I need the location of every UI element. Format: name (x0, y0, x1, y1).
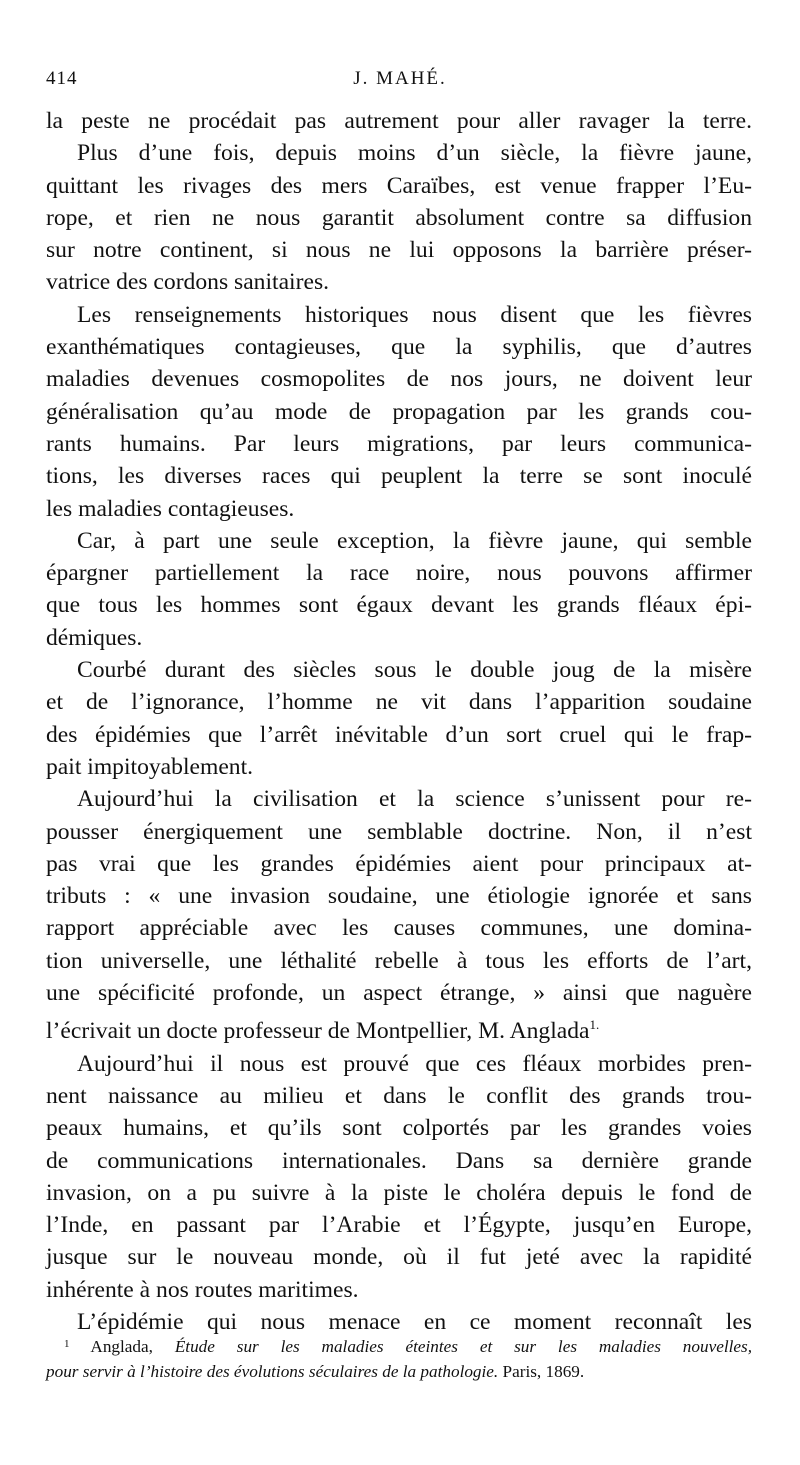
page-number: 414 (46, 68, 78, 89)
text-line: exanthématiques contagieuses, que la syphilis, que d’autres (46, 334, 752, 361)
text-line: la peste ne procédait pas autrement pour aller ravager la terre. (46, 108, 752, 134)
text-line: de communications internationales. Dans sa dernière grande (46, 1147, 752, 1174)
text-line: invasion, on a pu suivre à la piste le choléra depuis le fond de (46, 1179, 752, 1206)
text-line: tions, les diverses races qui peuplent la terre se sont inoculé (46, 463, 752, 490)
text-line: vatrice des cordons sanitaires. (46, 269, 330, 296)
text-line: inhérente à nos routes maritimes. (46, 1276, 359, 1303)
footnote-imprint: Paris, 1869. (502, 1362, 585, 1381)
text-line: et de l’ignorance, l’homme ne vit dans l’apparition soudaine (46, 689, 752, 716)
text-line: jusque sur le nouveau monde, où il fut jeté avec la rapidité (46, 1244, 752, 1271)
text-line: tributs : « une invasion soudaine, une étiologie ignorée et sans (46, 883, 752, 910)
text-line: Les renseignements historiques nous disent que les fièvres (77, 301, 752, 328)
text-line: l’Inde, en passant par l’Arabie et l’Égypte, jusqu’en Europe, (46, 1212, 752, 1239)
footnote (46, 1332, 752, 1384)
text-line: l’écrivait un docte professeur de Montpellier, M. Anglada (46, 1018, 590, 1045)
text-line: quittant les rivages des mers Caraïbes, est venue frapper l’Eu- (46, 172, 752, 199)
text-line: maladies devenues cosmopolites de nos jours, ne doivent leur (46, 366, 752, 393)
text-line: Car, à part une seule exception, la fièvre jaune, qui semble (77, 527, 752, 554)
text-line: des épidémies que l’arrêt inévitable d’un sort cruel qui le frap- (46, 721, 752, 748)
text-line: L’épidémie qui nous menace en ce moment reconnaît les (77, 1308, 752, 1335)
footnote-reference[interactable]: 1. (589, 1017, 600, 1033)
text-line: Plus d’une fois, depuis moins d’un siècle, la fièvre jaune, (77, 140, 752, 167)
footnote-title-part2: pour servir à l’histoire des évolutions séculaires de la pathologie. (46, 1362, 499, 1381)
text-line: peaux humains, et qu’ils sont colportés par les grandes voies (46, 1115, 752, 1142)
text-line: nent naissance au milieu et dans le conflit des grands trou- (46, 1082, 752, 1109)
footnote-author: Anglada, (90, 1337, 153, 1356)
text-line: pousser énergiquement une semblable doctrine. Non, il n’est (46, 818, 752, 845)
running-title: J. MAHÉ. (353, 68, 447, 89)
text-line: pait impitoyablement. (46, 753, 254, 780)
running-head (46, 68, 754, 98)
text-line: Courbé durant des siècles sous le double joug de la misère (77, 657, 752, 684)
footnote-line (46, 1359, 752, 1384)
text-line: généralisation qu’au mode de propagation par les grands cou- (46, 398, 752, 425)
text-line: Aujourd’hui il nous est prouvé que ces fléaux morbides pren- (77, 1050, 752, 1077)
body-text (46, 105, 752, 1338)
text-line: Aujourd’hui la civilisation et la science s’unissent pour re- (77, 786, 752, 813)
text-line: rope, et rien ne nous garantit absolument contre sa diffusion (46, 204, 752, 231)
text-line: que tous les hommes sont égaux devant les grands fléaux épi- (46, 592, 752, 619)
text-line-with-note (46, 1009, 752, 1047)
text-line: rants humains. Par leurs migrations, par leurs communica- (46, 430, 752, 457)
footnote-title-part1: Étude sur les maladies éteintes et sur les maladies nouvelles, (174, 1337, 752, 1356)
text-line: épargner partiellement la race noire, nous pouvons affirmer (46, 560, 752, 587)
text-line: rapport appréciable avec les causes communes, une domina- (46, 915, 752, 942)
text-line: les maladies contagieuses. (46, 495, 295, 522)
text-line: démiques. (46, 624, 143, 651)
footnote-marker: 1 (64, 1338, 70, 1350)
footnote-line (46, 1332, 752, 1359)
text-line: sur notre continent, si nous ne lui opposons la barrière préser- (46, 237, 752, 264)
text-line: pas vrai que les grandes épidémies aient pour principaux at- (46, 850, 752, 877)
text-line: une spécificité profonde, un aspect étrange, » ainsi que naguère (46, 980, 752, 1007)
text-line: tion universelle, une léthalité rebelle à tous les efforts de l’art, (46, 947, 752, 974)
